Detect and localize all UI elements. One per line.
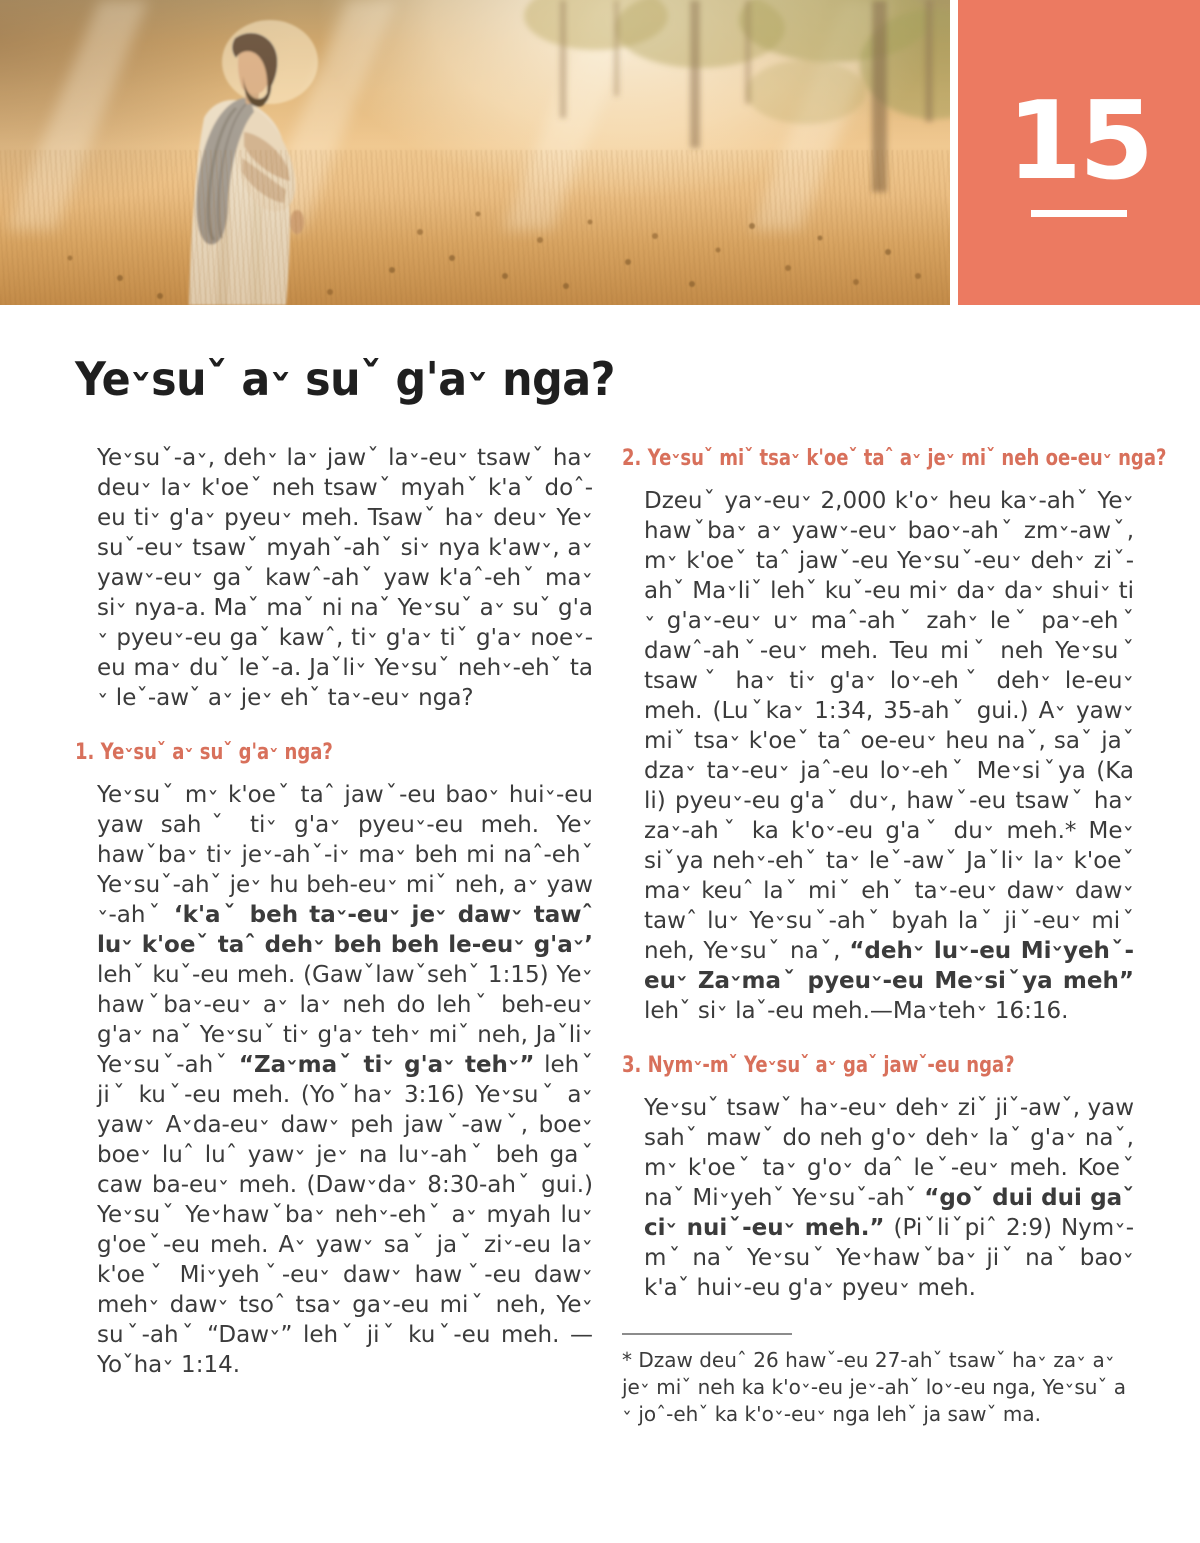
footnote-divider	[622, 1333, 792, 1335]
right-column	[622, 443, 1167, 1432]
chapter-underline	[1031, 210, 1127, 217]
hero-photo	[0, 0, 950, 305]
section-3-paragraph: Yeˇsuˇ tsawˇ haˇ-euˇ dehˇ ziˇ jiˇ-awˇ, yaw sahˇ mawˇ do neh g'oˇ dehˇ laˇ g'aˇ naˇ, mˇ k'oeˇ taˇ g'oˇ daˆ leˇ-euˇ meh. Koeˇ naˇ Miˇyehˇ Yeˇsuˇ-ahˇ “goˇ dui dui gaˇ ciˇ nuiˇ-euˇ meh.” (Piˇliˇpiˆ 2:9) Nymˇ-mˇ naˇ Yeˇsuˇ Yeˇhawˇbaˇ jiˇ naˇ baoˇ k'aˇ huiˇ-eu g'aˇ pyeuˇ meh.	[644, 1095, 1135, 1308]
chapter-number: 15	[1006, 79, 1152, 204]
left-column	[75, 443, 594, 1385]
section-1-heading: 1. Yeˇsuˇ aˇ suˇ g'aˇ nga?	[75, 740, 333, 772]
intro-paragraph: Yeˇsuˇ-aˇ, dehˇ laˇ jawˇ laˇ-euˇ tsawˇ haˇ deuˇ laˇ k'oeˇ neh tsawˇ myahˇ k'aˇ doˆ-eu tiˇ g'aˇ pyeuˇ meh. Tsawˇ haˇ deuˇ Yeˇsuˇ-euˇ tsawˇ myahˇ-ahˇ siˇ nya k'awˇ, aˇ yawˇ-euˇ gaˇ kawˆ-ahˇ yaw k'aˆ-ehˇ maˇ siˇ nya-a. Maˇ maˇ ni naˇ Yeˇsuˇ aˇ suˇ g'aˇ pyeuˇ-eu gaˇ kawˆ, tiˇ g'aˇ tiˇ g'aˇ noeˇ-eu maˇ duˇ leˇ-a. Jaˇliˇ Yeˇsuˇ nehˇ-ehˇ taˇ leˇ-awˇ aˇ jeˇ ehˇ taˇ-euˇ nga?	[97, 445, 594, 718]
section-1-paragraph: Yeˇsuˇ mˇ k'oeˇ taˆ jawˇ-eu baoˇ huiˇ-eu yaw sahˇ tiˇ g'aˇ pyeuˇ-eu meh. Yeˇhawˇbaˇ tiˇ jeˇ-ahˇ-iˇ maˇ beh mi naˆ-ehˇ Yeˇsuˇ-ahˇ jeˇ hu beh-euˇ miˇ neh, aˇ yawˇ-ahˇ ‘k'aˇ beh taˇ-euˇ jeˇ dawˇ tawˆ luˇ k'oeˇ taˆ dehˇ beh beh le-euˇ g'aˇ’ lehˇ kuˇ-eu meh. (Gawˇlawˇsehˇ 1:15) Yeˇhawˇbaˇ-euˇ aˇ laˇ neh do lehˇ beh-euˇ g'aˇ naˇ Yeˇsuˇ tiˇ g'aˇ tehˇ miˇ neh, Jaˇliˇ Yeˇsuˇ-ahˇ “Zaˇmaˇ tiˇ g'aˇ tehˇ” lehˇ jiˇ kuˇ-eu meh. (Yoˇhaˇ 3:16) Yeˇsuˇ aˇ yawˇ Aˇda-euˇ dawˇ peh jawˇ-awˇ, boeˇ boeˇ luˆ luˆ yawˇ jeˇ na luˇ-ahˇ beh gaˇ caw ba-euˇ meh. (Dawˇdaˇ 8:30-ahˇ gui.) Yeˇsuˇ Yeˇhawˇbaˇ nehˇ-ehˇ aˇ myah luˇ g'oeˇ-eu meh. Aˇ yawˇ saˇ jaˇ ziˇ-eu laˇ k'oeˇ Miˇyehˇ-euˇ dawˇ hawˇ-eu dawˇ mehˇ dawˇ tsoˆ tsaˇ gaˇ-eu miˇ neh, Yeˇsuˇ-ahˇ “Dawˇ” lehˇ jiˇ kuˇ-eu meh. —Yoˇhaˇ 1:14.	[97, 782, 594, 1385]
section-2-heading: 2. Yeˇsuˇ miˇ tsaˇ k'oeˇ taˆ aˇ jeˇ miˇ neh oe-euˇ nga?	[622, 446, 1167, 478]
chapter-number-block	[958, 0, 1200, 305]
footnote: * Dzaw deuˆ 26 hawˇ-eu 27-ahˇ tsawˇ haˇ zaˇ aˇ jeˇ miˇ neh ka k'oˇ-eu jeˇ-ahˇ loˇ-eu nga, Yeˇsuˇ aˇ joˆ-ehˇ ka k'oˇ-euˇ nga lehˇ ja sawˇ ma.	[622, 1348, 1127, 1432]
section-2-paragraph: Dzeuˇ yaˇ-euˇ 2,000 k'oˇ heu kaˇ-ahˇ Yeˇhawˇbaˇ aˇ yawˇ-euˇ baoˇ-ahˇ zmˇ-awˇ, mˇ k'oeˇ taˆ jawˇ-eu Yeˇsuˇ-euˇ dehˇ ziˇ-ahˇ Maˇliˇ lehˇ kuˇ-eu miˇ daˇ daˇ shuiˇ tiˇ g'aˇ-euˇ uˇ maˆ-ahˇ zahˇ leˇ paˇ-ehˇ dawˆ-ahˇ-euˇ meh. Teu miˇ neh Yeˇsuˇ tsawˇ haˇ tiˇ g'aˇ loˇ-ehˇ dehˇ le-euˇ meh. (Luˇkaˇ 1:34, 35-ahˇ gui.) Aˇ yawˇ miˇ tsaˇ k'oeˇ taˆ oe-euˇ heu naˇ, saˇ jaˇ dzaˇ taˇ-euˇ jaˆ-eu loˇ-ehˇ Meˇsiˇya (Ka li) pyeuˇ-eu g'aˇ duˇ, hawˇ-eu tsawˇ haˇ zaˇ-ahˇ ka k'oˇ-eu g'aˇ duˇ meh.* Meˇsiˇya nehˇ-ehˇ taˇ leˇ-awˇ Jaˇliˇ laˇ k'oeˇ maˇ keuˆ laˇ miˇ ehˇ taˇ-euˇ dawˇ dawˇ tawˆ luˇ Yeˇsuˇ-ahˇ byah laˇ jiˇ-euˇ miˇ neh, Yeˇsuˇ naˇ, “dehˇ luˇ-eu Miˇyehˇ-euˇ Zaˇmaˇ pyeuˇ-eu Meˇsiˇya meh” lehˇ siˇ laˇ-eu meh.—Maˇtehˇ 16:16.	[644, 488, 1135, 1031]
warm-light-overlay	[0, 0, 950, 305]
section-3-heading: 3. Nymˇ-mˇ Yeˇsuˇ aˇ gaˇ jawˇ-eu nga?	[622, 1053, 1015, 1085]
page-title: Yeˇsuˇ aˇ suˇ g'aˇ nga?	[75, 352, 615, 420]
